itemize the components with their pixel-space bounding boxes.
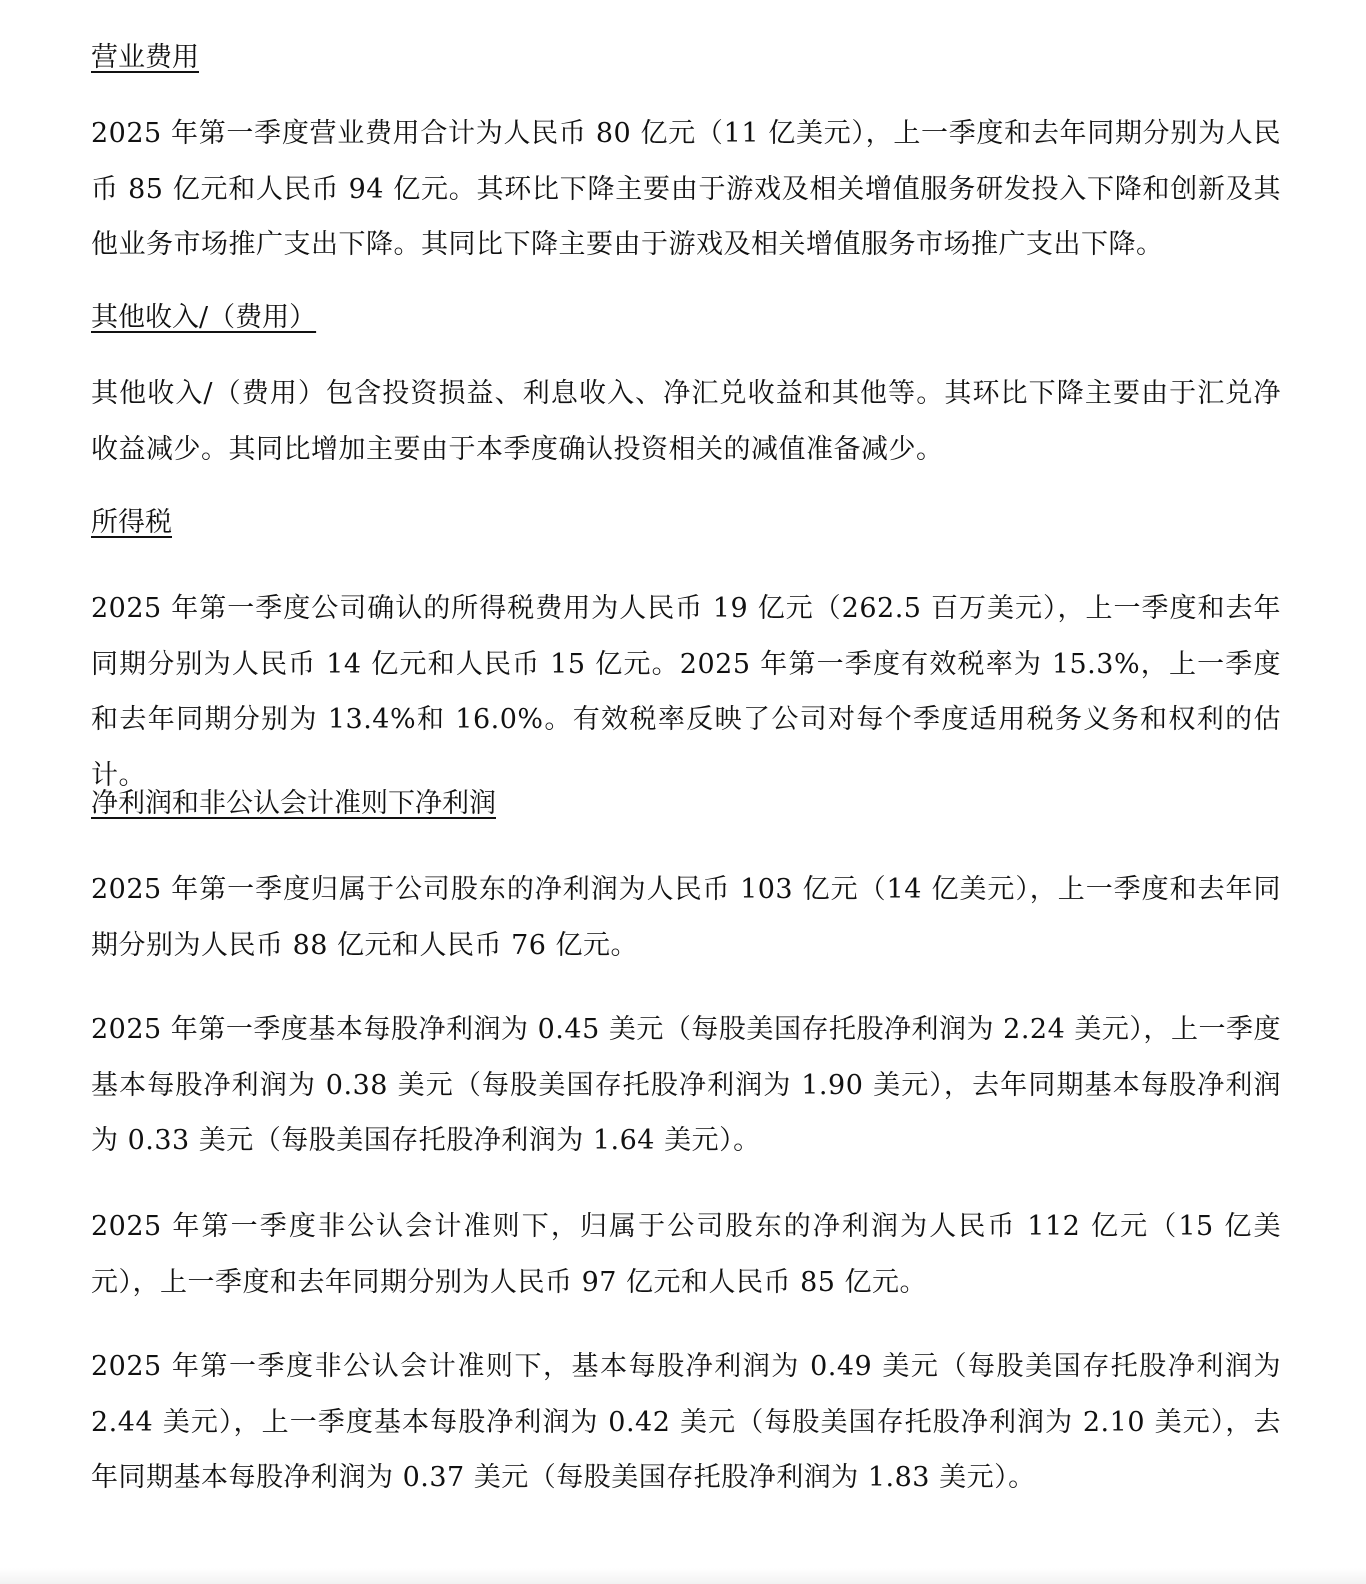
paragraph-operating-expenses: 2025 年第一季度营业费用合计为人民币 80 亿元（11 亿美元），上一季度和去年同期分别为人民币 85 亿元和人民币 94 亿元。其环比下降主要由于游戏及相关增值服务研发投入下降和创新及其他业务市场推广支出下降。其同比下降主要由于游戏及相关增值服务市场推广支出下降。 — [91, 118, 1281, 260]
paragraph-income-tax: 2025 年第一季度公司确认的所得税费用为人民币 19 亿元（262.5 百万美元），上一季度和去年同期分别为人民币 14 亿元和人民币 15 亿元。2025 年第一季度有效税率为 15.3%，上一季度和去年同期分别为 13.4%和 16.0%。有效税率反映了公司对每个季度适用税务义务和权利的估计。 — [91, 593, 1281, 791]
heading-operating-expenses: 营业费用 — [91, 42, 199, 73]
paragraph-non-gaap-net-income: 2025 年第一季度非公认会计准则下，归属于公司股东的净利润为人民币 112 亿元（15 亿美元），上一季度和去年同期分别为人民币 97 亿元和人民币 85 亿元。 — [91, 1211, 1281, 1298]
paragraph-net-income: 2025 年第一季度归属于公司股东的净利润为人民币 103 亿元（14 亿美元），上一季度和去年同期分别为人民币 88 亿元和人民币 76 亿元。 — [91, 874, 1281, 961]
paragraph-basic-eps: 2025 年第一季度基本每股净利润为 0.45 美元（每股美国存托股净利润为 2.24 美元），上一季度基本每股净利润为 0.38 美元（每股美国存托股净利润为 1.90 美元），去年同期基本每股净利润为 0.33 美元（每股美国存托股净利润为 1.64 美元）。 — [91, 1014, 1281, 1156]
paragraph-non-gaap-eps: 2025 年第一季度非公认会计准则下，基本每股净利润为 0.49 美元（每股美国存托股净利润为 2.44 美元），上一季度基本每股净利润为 0.42 美元（每股美国存托股净利润为 2.10 美元），去年同期基本每股净利润为 0.37 美元（每股美国存托股净利润为 1.83 美元）。 — [91, 1351, 1281, 1493]
heading-income-tax: 所得税 — [91, 507, 172, 538]
heading-net-income: 净利润和非公认会计准则下净利润 — [91, 788, 496, 819]
paragraph-other-income: 其他收入/（费用）包含投资损益、利息收入、净汇兑收益和其他等。其环比下降主要由于汇兑净收益减少。其同比增加主要由于本季度确认投资相关的减值准备减少。 — [91, 378, 1281, 465]
heading-other-income: 其他收入/（费用） — [91, 302, 317, 333]
page-bottom-edge — [0, 1568, 1366, 1584]
